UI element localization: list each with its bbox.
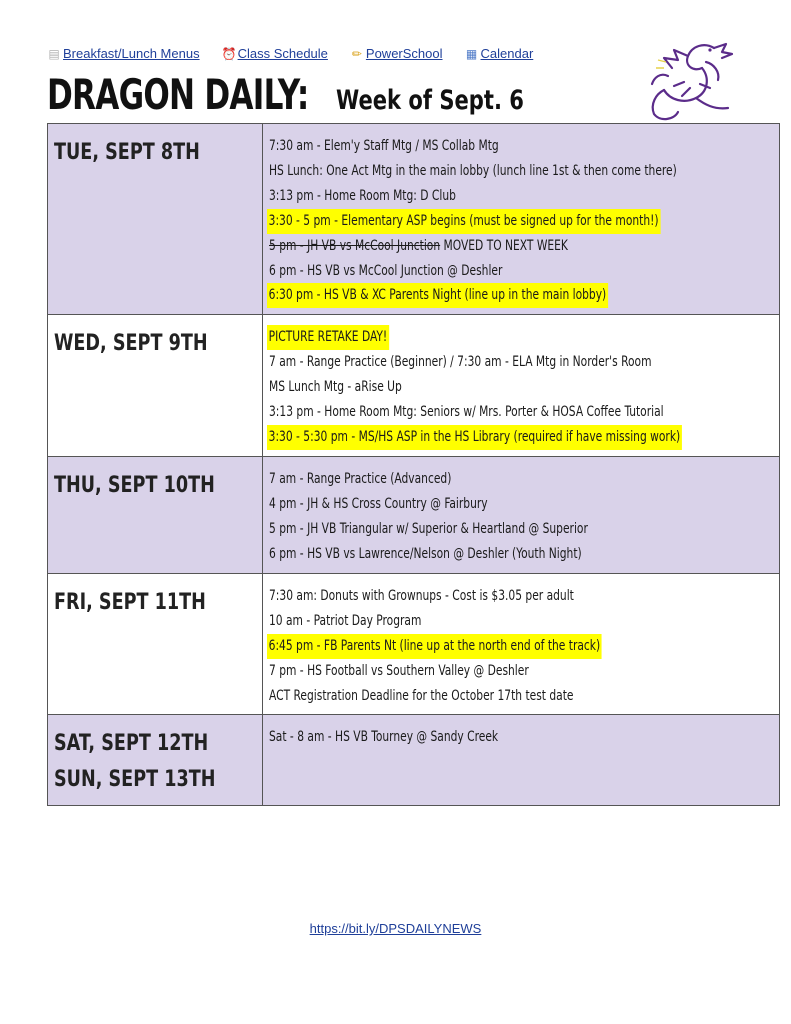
footer	[0, 921, 791, 936]
event-line: 7 am - Range Practice (Beginner) / 7:30 am - ELA Mtg in Norder's Room	[268, 354, 652, 371]
day-label: TUE, SEPT 8TH	[54, 140, 200, 165]
pencil-icon: ✏	[351, 46, 362, 61]
day-label-cell	[48, 573, 263, 715]
event-line: 3:13 pm - Home Room Mtg: D Club	[268, 187, 456, 204]
day-row-thu	[48, 456, 780, 573]
day-label-cell	[48, 124, 263, 315]
footer-link[interactable]: https://bit.ly/DPSDAILYNEWS	[309, 921, 482, 936]
day-label: WED, SEPT 9TH	[54, 331, 208, 357]
day-label: SAT, SEPT 12TH	[54, 731, 209, 757]
day-row-wed	[48, 315, 780, 457]
day-label: THU, SEPT 10TH	[54, 472, 215, 498]
event-line: 6 pm - HS VB vs Lawrence/Nelson @ Deshler (Youth Night)	[268, 545, 582, 562]
event-line-highlighted: 6:45 pm - FB Parents Nt (line up at the north end of the track)	[269, 634, 773, 659]
schedule-link[interactable]: Class Schedule	[237, 46, 328, 61]
events-cell	[262, 124, 779, 315]
menu-icon: ▤	[48, 46, 60, 61]
dragon-mascot	[644, 38, 740, 124]
event-cancelled: 5 pm - JH VB vs McCool Junction	[268, 237, 440, 254]
calendar-icon: ▦	[465, 46, 478, 61]
events-cell	[262, 573, 779, 715]
event-line: 6 pm - HS VB vs McCool Junction @ Deshler	[268, 262, 503, 279]
day-label-cell	[48, 715, 263, 806]
day-label: FRI, SEPT 11TH	[54, 589, 206, 615]
day-row-tue	[48, 124, 780, 315]
day-row-fri	[48, 573, 780, 715]
day-label-cell	[48, 456, 263, 573]
day-label-2: SUN, SEPT 13TH	[54, 767, 216, 793]
powerschool-link-wrap[interactable]	[350, 46, 443, 61]
title-sub: Week of Sept. 6	[336, 85, 524, 116]
day-row-weekend	[48, 715, 780, 806]
event-line: 3:13 pm - Home Room Mtg: Seniors w/ Mrs. Porter & HOSA Coffee Tutorial	[268, 404, 664, 421]
events-cell	[262, 315, 779, 457]
event-line-highlighted: 6:30 pm - HS VB & XC Parents Night (line up in the main lobby)	[269, 283, 773, 308]
event-line	[269, 234, 773, 259]
calendar-link[interactable]: Calendar	[480, 46, 534, 61]
top-links	[47, 46, 533, 61]
event-line-highlighted: 3:30 - 5 pm - Elementary ASP begins (must be signed up for the month!)	[269, 209, 773, 234]
event-line: HS Lunch: One Act Mtg in the main lobby (lunch line 1st & then come there)	[268, 162, 677, 179]
title-main: DRAGON DAILY:	[47, 70, 309, 119]
event-line: 7:30 am - Elem'y Staff Mtg / MS Collab Mtg	[268, 138, 499, 154]
event-line: 7 am - Range Practice (Advanced)	[268, 470, 452, 487]
event-line: 5 pm - JH VB Triangular w/ Superior & Heartland @ Superior	[268, 520, 588, 537]
schedule-table	[47, 123, 780, 806]
calendar-link-wrap[interactable]	[465, 46, 534, 61]
event-line: 7 pm - HS Football vs Southern Valley @ Deshler	[268, 662, 529, 679]
event-line: 7:30 am: Donuts with Grownups - Cost is $3.05 per adult	[268, 587, 574, 604]
event-line: Sat - 8 am - HS VB Tourney @ Sandy Creek	[268, 729, 498, 746]
powerschool-link[interactable]: PowerSchool	[365, 46, 443, 61]
event-line-highlighted: PICTURE RETAKE DAY!	[269, 325, 773, 350]
alarm-clock-icon: ⏰	[221, 46, 237, 61]
menus-link[interactable]: Breakfast/Lunch Menus	[63, 46, 200, 61]
event-line: 4 pm - JH & HS Cross Country @ Fairbury	[268, 495, 488, 512]
event-line-highlighted: 3:30 - 5:30 pm - MS/HS ASP in the HS Library (required if have missing work)	[269, 425, 773, 450]
event-line: ACT Registration Deadline for the October 17th test date	[268, 687, 574, 704]
page-title	[47, 70, 577, 119]
events-cell	[262, 456, 779, 573]
schedule-link-wrap[interactable]	[222, 46, 328, 61]
menus-link-wrap[interactable]	[47, 46, 200, 61]
event-line: MS Lunch Mtg - aRise Up	[268, 379, 402, 396]
events-cell	[262, 715, 779, 806]
event-note: MOVED TO NEXT WEEK	[443, 237, 568, 254]
event-line: 10 am - Patriot Day Program	[268, 612, 422, 629]
day-label-cell	[48, 315, 263, 457]
